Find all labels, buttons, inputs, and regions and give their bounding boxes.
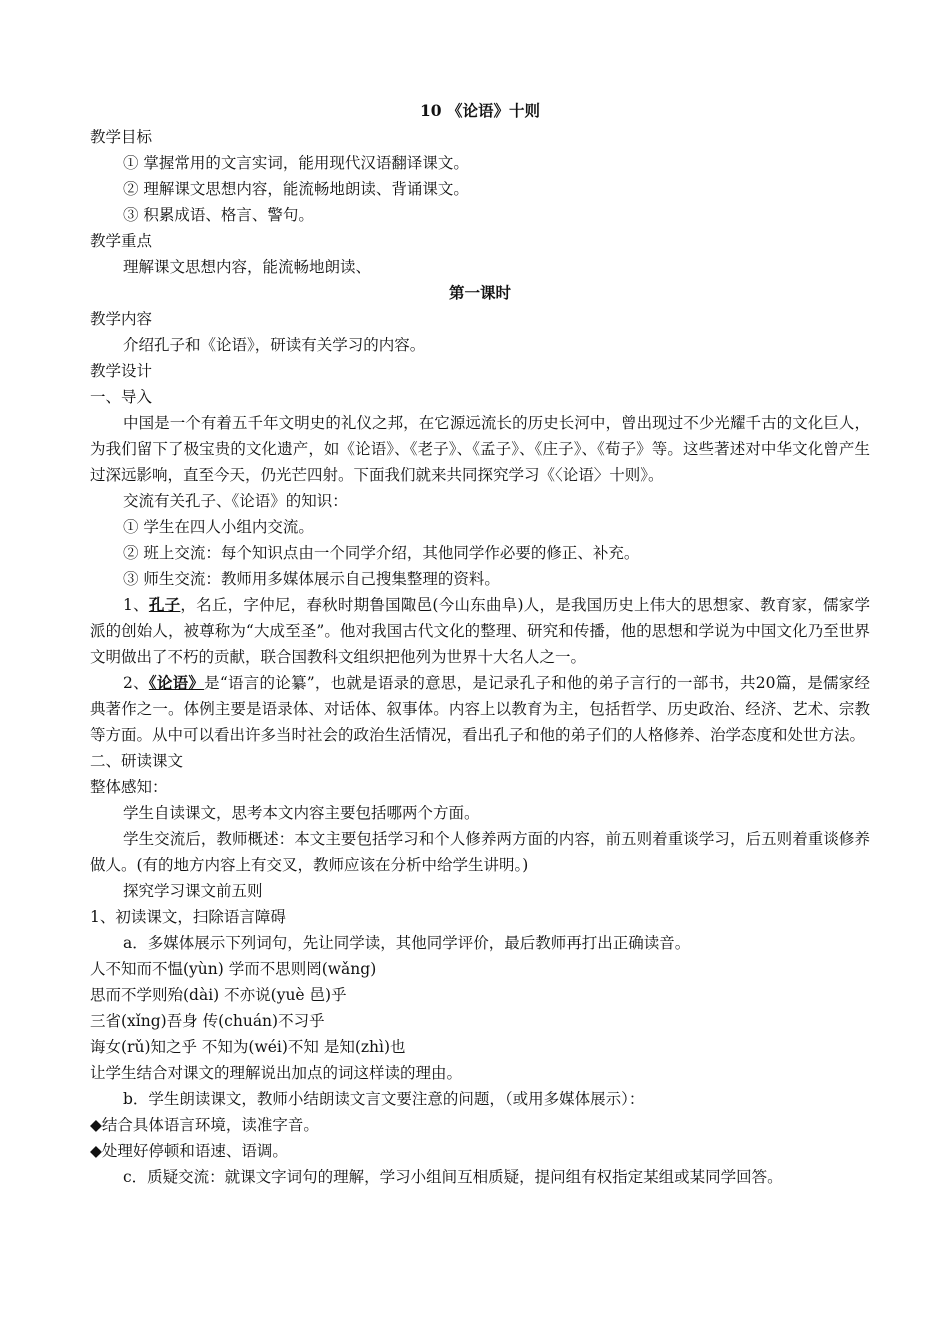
- study-heading: 二、研读课文: [90, 752, 184, 770]
- document-title: 10 《论语》十则: [420, 101, 540, 120]
- lesson-title: 第一课时: [448, 283, 511, 302]
- step-c: c．质疑交流：就课文字词句的理解，学习小组间互相质疑，提问组有权指定某组或某同学回答。: [123, 1168, 783, 1186]
- pronunciation-line: 思而不学则殆(dài) 不亦说(yuè 邑)乎: [90, 986, 347, 1004]
- confucius-keyword: 孔子: [148, 595, 181, 614]
- tip-item: ◆结合具体语言环境，读准字音。: [90, 1116, 319, 1134]
- content-heading: 教学内容: [90, 310, 153, 328]
- document-page: [90, 98, 870, 1190]
- pronunciation-explain: 让学生结合对课文的理解说出加点的词这样读的理由。: [90, 1064, 463, 1082]
- intro-paragraph: 中国是一个有着五千年文明史的礼仪之邦，在它源远流长的历史长河中，曾出现过不少光耀千古的文化巨人，为我们留下了极宝贵的文化遗产，如《论语》、《老子》、《孟子》、《庄子》、《荀子》等。这些著述对中华文化曾产生过深远影响，直至今天，仍光芒四射。下面我们就来共同探究学习《〈论语〉十则》。: [90, 414, 870, 484]
- exchange-step: ① 学生在四人小组内交流。: [123, 518, 314, 536]
- explore-heading: 探究学习课文前五则: [123, 882, 263, 900]
- pronunciation-line: 诲女(rǔ)知之乎 不知为(wéi)不知 是知(zhì)也: [90, 1038, 406, 1056]
- content-text: 介绍孔子和《论语》，研读有关学习的内容。: [123, 336, 426, 354]
- exchange-step: ② 班上交流：每个知识点由一个同学介绍，其他同学作必要的修正、补充。: [123, 544, 640, 562]
- step-b: b．学生朗读课文，教师小结朗读文言文要注意的问题，（或用多媒体展示）：: [123, 1090, 645, 1108]
- confucius-paragraph: [90, 592, 870, 670]
- analects-keyword: 《论语》: [148, 673, 205, 692]
- objectives-heading: 教学目标: [90, 128, 153, 146]
- analects-paragraph: [90, 670, 870, 748]
- confucius-text: ，名丘，字仲尼，春秋时期鲁国陬邑(今山东曲阜)人，是我国历史上伟大的思想家、教育家，儒家学派的创始人，被尊称为“大成至圣”。他对我国古代文化的整理、研究和传播，他的思想和学说为中国文化乃至世界文明做出了不朽的贡献，联合国教科文组织把他列为世界十大名人之一。: [90, 596, 870, 666]
- objective-item: ② 理解课文思想内容，能流畅地朗读、背诵课文。: [123, 180, 469, 198]
- pronunciation-line: 三省(xǐng)吾身 传(chuán)不习乎: [90, 1012, 325, 1030]
- focus-text: 理解课文思想内容，能流畅地朗读、: [123, 258, 372, 276]
- tip-item: ◆处理好停顿和语速、语调。: [90, 1142, 288, 1160]
- item-number: 2、: [123, 674, 149, 692]
- intro-heading: 一、导入: [90, 388, 153, 406]
- focus-heading: 教学重点: [90, 232, 153, 250]
- step1-heading: 1、初读课文，扫除语言障碍: [90, 908, 286, 926]
- exchange-intro: 交流有关孔子、《论语》的知识：: [123, 492, 348, 510]
- overall-paragraph: 学生交流后，教师概述：本文主要包括学习和个人修养两方面的内容，前五则着重谈学习，后五则着重谈修养做人。(有的地方内容上有交叉，教师应该在分析中给学生讲明。): [90, 830, 870, 874]
- step-a: a．多媒体展示下列词句，先让同学读，其他同学评价，最后教师再打出正确读音。: [123, 934, 691, 952]
- analects-text: 是“语言的论纂”，也就是语录的意思，是记录孔子和他的弟子言行的一部书，共20篇，是儒家经典著作之一。体例主要是语录体、对话体、叙事体。内容上以教育为主，包括哲学、历史政治、经济、艺术、宗教等方面。从中可以看出许多当时社会的政治生活情况，看出孔子和他的弟子们的人格修养、治学态度和处世方法。: [90, 674, 870, 744]
- overall-heading: 整体感知：: [90, 778, 168, 796]
- pronunciation-line: 人不知而不愠(yùn) 学而不思则罔(wǎng): [90, 960, 377, 978]
- objective-item: ③ 积累成语、格言、警句。: [123, 206, 314, 224]
- design-heading: 教学设计: [90, 362, 153, 380]
- overall-paragraph: 学生自读课文，思考本文内容主要包括哪两个方面。: [123, 804, 480, 822]
- objective-item: ① 掌握常用的文言实词，能用现代汉语翻译课文。: [123, 154, 469, 172]
- exchange-step: ③ 师生交流：教师用多媒体展示自己搜集整理的资料。: [123, 570, 500, 588]
- item-number: 1、: [123, 596, 149, 614]
